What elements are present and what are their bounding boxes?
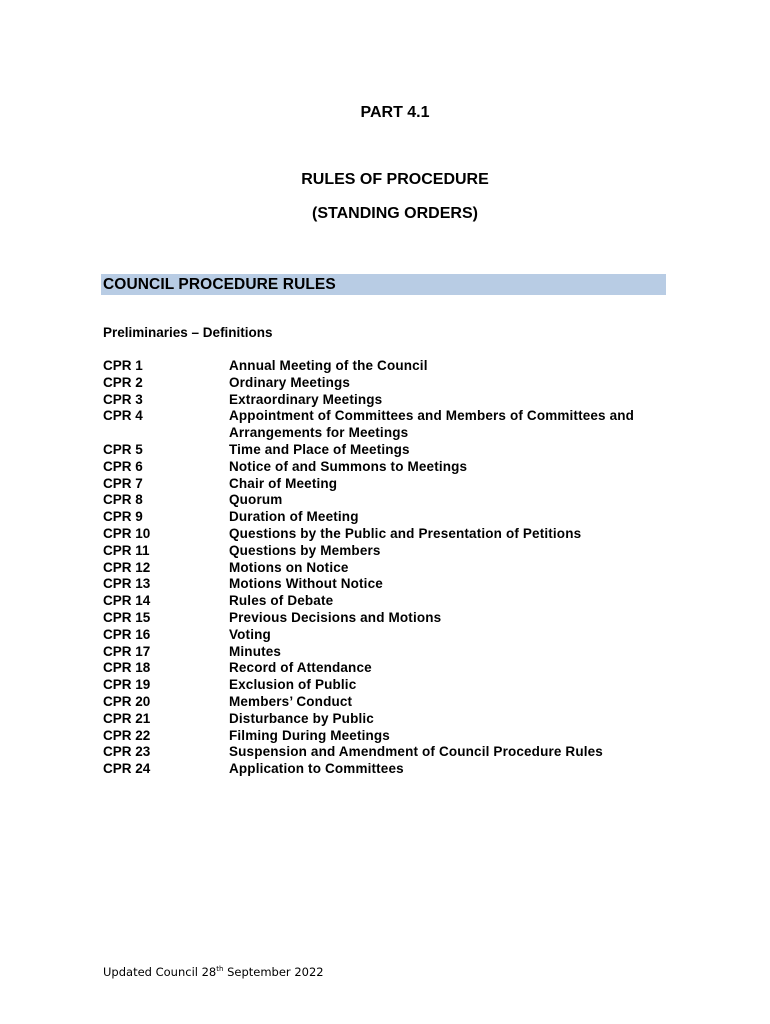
rule-code: CPR 10: [103, 525, 151, 541]
rule-row: [103, 560, 683, 577]
rule-title: Questions by the Public and Presentation of Petitions: [229, 525, 582, 541]
footer-superscript: th: [216, 965, 224, 974]
rule-code: CPR 8: [103, 492, 143, 508]
rule-row: [103, 526, 683, 543]
rule-row: [103, 677, 683, 694]
rule-title: Rules of Debate: [229, 593, 334, 609]
rule-title: Motions Without Notice: [229, 576, 383, 592]
rule-row: [103, 744, 683, 761]
rule-row: [103, 644, 683, 661]
rule-code: CPR 18: [103, 660, 151, 676]
rule-row: [103, 459, 683, 476]
rule-code: CPR 12: [103, 559, 151, 575]
rule-row: [103, 543, 683, 560]
rule-row: [103, 408, 683, 442]
rule-code: CPR 15: [103, 609, 151, 625]
rule-code: CPR 23: [103, 744, 151, 760]
rule-code: CPR 4: [103, 408, 143, 424]
rule-code: CPR 5: [103, 441, 143, 457]
rule-row: [103, 593, 683, 610]
rule-title: Extraordinary Meetings: [229, 391, 383, 407]
rule-title: Appointment of Committees and Members of Committees and Arrangements for Meetings: [229, 408, 635, 441]
footer-prefix: Updated Council 28: [103, 965, 217, 979]
rule-title: Suspension and Amendment of Council Procedure Rules: [229, 744, 603, 760]
rule-code: CPR 2: [103, 374, 143, 390]
rule-title: Chair of Meeting: [229, 475, 338, 491]
rule-title: Notice of and Summons to Meetings: [229, 458, 468, 474]
rule-row: [103, 610, 683, 627]
rule-title: Duration of Meeting: [229, 509, 359, 525]
rule-row: [103, 492, 683, 509]
rule-row: [103, 442, 683, 459]
rule-title: Annual Meeting of the Council: [229, 358, 428, 373]
rule-title: Time and Place of Meetings: [229, 441, 410, 457]
rule-title: Minutes: [229, 643, 282, 659]
rule-row: [103, 375, 683, 392]
rule-title: Questions by Members: [229, 542, 381, 558]
rule-title: Ordinary Meetings: [229, 374, 351, 390]
rule-row: [103, 509, 683, 526]
rule-row: [103, 576, 683, 593]
rule-code: CPR 11: [103, 542, 150, 558]
rule-row: [103, 694, 683, 711]
rule-row: [103, 627, 683, 644]
rule-code: CPR 20: [103, 693, 151, 709]
rule-title: Exclusion of Public: [229, 677, 357, 693]
rule-row: [103, 660, 683, 677]
rules-list: [103, 358, 683, 778]
footer-update-note: [103, 965, 324, 979]
rule-title: Quorum: [229, 492, 283, 508]
part-title: PART 4.1: [360, 104, 430, 121]
rules-heading: RULES OF PROCEDURE: [301, 171, 489, 188]
rule-title: Previous Decisions and Motions: [229, 609, 442, 625]
rule-row: [103, 728, 683, 745]
rule-code: CPR 6: [103, 458, 143, 474]
section-banner: [101, 274, 666, 295]
preliminaries-definitions: Preliminaries – Definitions: [103, 325, 273, 340]
rule-code: CPR 17: [103, 643, 151, 659]
rule-row: [103, 392, 683, 409]
rule-code: CPR 22: [103, 727, 151, 743]
rule-title: Members’ Conduct: [229, 693, 353, 709]
standing-orders-heading: (STANDING ORDERS): [312, 205, 478, 222]
rule-title: Application to Committees: [229, 761, 404, 777]
rule-code: CPR 7: [103, 475, 143, 491]
rule-code: CPR 9: [103, 509, 143, 525]
rule-code: CPR 3: [103, 391, 143, 407]
rule-row: [103, 761, 683, 778]
rule-title: Record of Attendance: [229, 660, 372, 676]
rule-row: [103, 358, 683, 375]
rule-code: CPR 1: [103, 358, 143, 373]
rule-code: CPR 16: [103, 626, 151, 642]
rule-code: CPR 21: [103, 710, 151, 726]
rule-title: Disturbance by Public: [229, 710, 374, 726]
rule-title: Voting: [229, 626, 271, 642]
rule-row: [103, 711, 683, 728]
rule-code: CPR 13: [103, 576, 151, 592]
rule-code: CPR 24: [103, 761, 151, 777]
rule-title: Motions on Notice: [229, 559, 349, 575]
section-title: COUNCIL PROCEDURE RULES: [103, 276, 336, 293]
rule-code: CPR 14: [103, 593, 151, 609]
footer-suffix: September 2022: [223, 965, 324, 979]
rule-code: CPR 19: [103, 677, 151, 693]
rule-title: Filming During Meetings: [229, 727, 390, 743]
rule-row: [103, 476, 683, 493]
